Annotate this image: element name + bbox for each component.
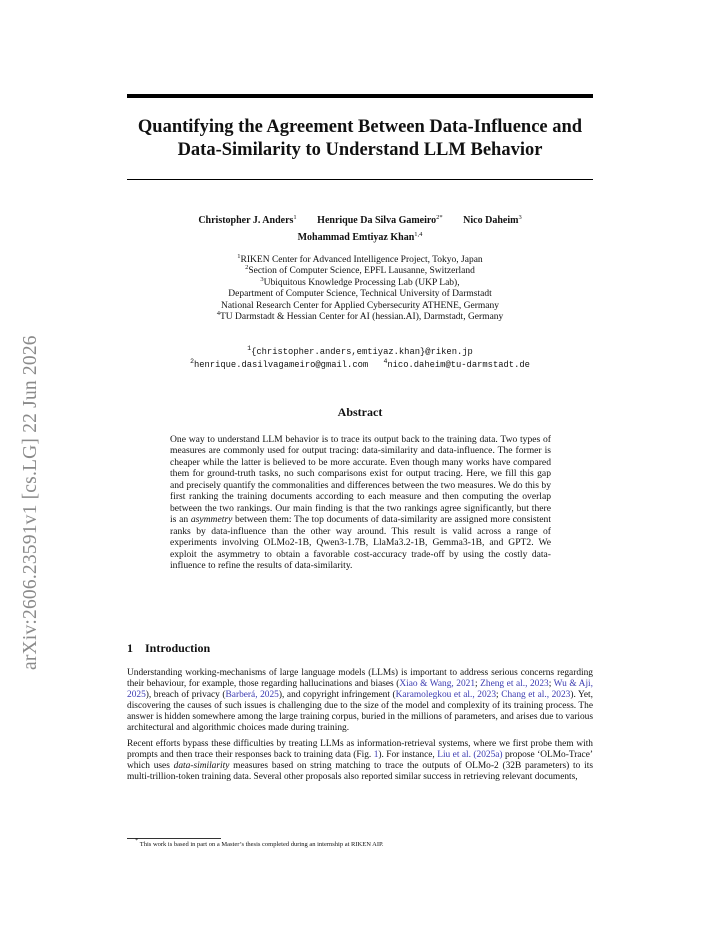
email[interactable]: $^2$henrique.dasilvagameiro@gmail.com [190, 358, 369, 370]
email[interactable]: $^4$nico.daheim@tu-darmstadt.de [383, 358, 530, 370]
author: Henrique Da Silva Gameiro$^{2*}$ [317, 214, 443, 226]
title-top-rule [127, 94, 593, 98]
citation-link[interactable]: Wu & Aji, 2025 [127, 679, 593, 701]
email-addresses [127, 346, 593, 372]
email-line-1 [127, 346, 593, 359]
abstract-text: One way to understand LLM behavior is to trace its output back to the training data. Two types of measures are commonly used for output tracing: data-similarity and data-influence. The former is cheaper while the latter is believed to be more accurate. Even though many works have compared them for ground-truth tasks, no such comparisons exist for output tracing. Here, we fill this gap and precisely quantify the commonalities and differences between the two measures. We do this by first ranking the training documents according to each measure and then computing the overlap between the two rankings. Our main finding is that the two rankings agree significantly, but there is an asymmetry between them: The top documents of data-similarity are assigned more consistent ranks by data-influence than the other way around. This result is valid across a range of experiments involving OLMo2-1B, Qwen3-1.7B, LlaMa3.2-1B, Gemma3-1B, and GPT2. We exploit the asymmetry to obtain a favorable cost-accuracy trade-off by using the costly data-influence to refine the results of data-similarity. [170, 434, 551, 571]
citation-link[interactable]: Xiao & Wang, 2021 [399, 679, 476, 690]
author-line-2 [127, 229, 593, 246]
footnote-rule [127, 838, 221, 839]
author: Mohammad Emtiyaz Khan$^{1,4}$ [297, 231, 423, 243]
arxiv-identifier-stamp: arXiv:2606.23591v1 [cs.LG] 22 Jun 2026 [20, 335, 41, 670]
footnote: * This work is based in part on a Master’s thesis completed during an internship at RIKEN AIP. [135, 837, 384, 848]
affiliation: $^3$Ubiquitous Knowledge Processing Lab (UKP Lab), [260, 275, 460, 288]
affiliation: $^2$Section of Computer Science, EPFL Lausanne, Switzerland [245, 264, 475, 277]
affiliation: National Research Center for Applied Cybersecurity ATHENE, Germany [220, 300, 500, 311]
author: Christopher J. Anders$^1$ [198, 214, 297, 226]
citation-link[interactable]: Zheng et al., 2023 [480, 679, 549, 690]
introduction-body [127, 668, 593, 787]
section-heading-introduction: 1 Introduction [127, 641, 211, 655]
affiliations [127, 255, 593, 323]
paper-title: Quantifying the Agreement Between Data-Influence and Data-Similarity to Understand LLM Behavior [137, 117, 583, 160]
citation-link[interactable]: Karamolegkou et al., 2023 [395, 690, 497, 701]
title-bottom-rule [127, 179, 593, 180]
affiliation: Department of Computer Science, Technical University of Darmstadt [228, 289, 492, 300]
citation-link[interactable]: Liu et al. (2025a) [437, 749, 503, 760]
abstract-heading: Abstract [337, 405, 383, 419]
author-list [127, 212, 593, 246]
author-line-1 [127, 212, 593, 229]
email[interactable]: $^1${christopher.anders,emtiyaz.khan}@riken.jp [247, 345, 473, 357]
citation-link[interactable]: Chang et al., 2023 [501, 690, 571, 701]
email-line-2 [127, 359, 593, 372]
citation-link[interactable]: Barberá, 2025 [225, 690, 279, 701]
paragraph: Recent efforts bypass these difficulties by treating LLMs as information-retrieval systems, where we first probe them with prompts and then trace their responses back to training data (Fig. 1). For instance, Liu et al. (2025a) propose ‘OLMo-Trace’ which uses data-similarity measures based on string matching to trace the outputs of OLMo-2 (32B parameters) to its multi-trillion-token training data. Several other proposals also reported similar success in retrieving relevant documents, [127, 738, 593, 782]
affiliation: $^4$TU Darmstadt & Hessian Center for AI (hessian.AI), Darmstadt, Germany [216, 310, 504, 323]
paragraph: Understanding working-mechanisms of large language models (LLMs) is important to address serious concerns regarding their behaviour, for example, those regarding hallucinations and biases (Xiao & Wang, 2021; Zheng et al., 2023; Wu & Aji, 2025), breach of privacy (Barberá, 2025), and copyright infringement (Karamolegkou et al., 2023; Chang et al., 2023). Yet, discovering the causes of such issues is challenging due to the size of the model and complexity of its training process. The answer is hidden somewhere among the large training corpus, buried in the millions of parameters, and arises due to various architectural and algorithmic choices made during training. [127, 668, 594, 734]
affiliation: $^1$RIKEN Center for Advanced Intelligence Project, Tokyo, Japan [237, 253, 483, 265]
figure-reference-link[interactable]: 1 [373, 749, 379, 760]
author: Nico Daheim$^3$ [463, 214, 522, 226]
